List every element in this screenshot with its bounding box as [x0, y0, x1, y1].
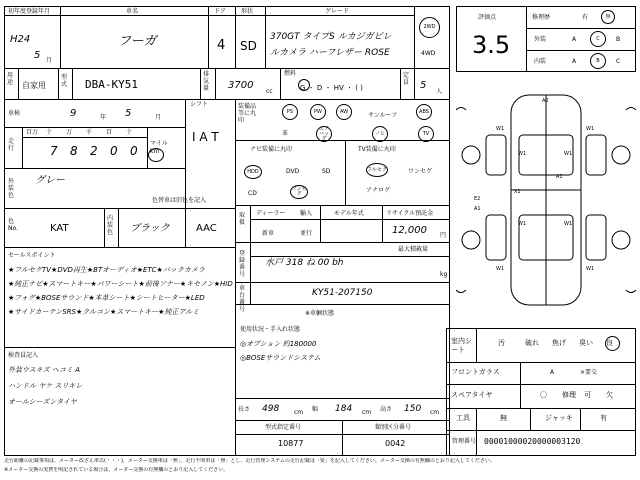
model-value: DBA-KY51: [85, 78, 138, 91]
exterior-grade-c-circle[interactable]: C: [590, 31, 606, 47]
nav-option[interactable]: ワンセグ: [291, 186, 307, 197]
repair-label: 修理歴: [532, 14, 551, 21]
diag-code-7: X1: [514, 189, 521, 195]
note-line: ハンドル ヤケ スリキレ: [8, 382, 83, 390]
mileage-place-label: 千: [86, 129, 93, 136]
diag-code-5: W1: [564, 151, 573, 157]
equipment-option[interactable]: 革: [282, 130, 289, 137]
doors-value: 4: [217, 38, 226, 53]
tv-option[interactable]: ワンセグ: [408, 168, 433, 175]
diag-code-8: E2: [474, 196, 481, 202]
interior-grade-label: 内装: [534, 58, 547, 65]
doors-label: ドア: [214, 8, 226, 15]
mileage-place-label: 百万: [26, 129, 39, 136]
interior-grade-b-circle[interactable]: B: [590, 53, 606, 69]
car-name-value: フーガ: [118, 34, 157, 49]
inspection-year-unit: 年: [100, 114, 107, 121]
usage-label: 用途: [7, 72, 14, 86]
type-code-value: 10877: [278, 439, 304, 448]
exterior-grade-b[interactable]: B: [616, 36, 621, 43]
exterior-grade-a[interactable]: A: [572, 36, 577, 43]
nav-option[interactable]: SD: [322, 168, 331, 175]
nav-title: ナビ装備に丸印: [250, 146, 293, 153]
jack-value[interactable]: 有: [600, 414, 607, 422]
sales-point-line: ★サイドカーテンSRS★クルコン★スマートキー★純正アルミ: [8, 308, 200, 316]
length-unit: cm: [294, 409, 304, 416]
exterior-label: 外装色: [8, 178, 15, 199]
spare-label: スペアタイヤ: [451, 391, 493, 399]
mileage-digit: 0: [110, 144, 118, 158]
mileage-label: 走行: [8, 138, 15, 152]
capacity-unit: 人: [436, 88, 443, 95]
repair-option-no[interactable]: 無: [601, 10, 615, 24]
seat-label: 室内シート: [451, 337, 472, 354]
seat-good-circle: [605, 336, 620, 351]
mileage-unit: km: [150, 148, 160, 155]
shape-label: 形状: [241, 8, 254, 15]
dealer-value: 新車: [262, 230, 275, 237]
grade-value-line2: ルカメラ ハーフレザー ROSE: [270, 48, 390, 58]
seat-option[interactable]: 良: [606, 339, 613, 347]
fuel-options[interactable]: G ・ D ・ HV ・ ( ): [300, 84, 363, 92]
color-no-label: 色No.: [8, 218, 18, 232]
car-damage-diagram: [456, 80, 636, 320]
mileage-digit: 0: [130, 144, 138, 158]
mileage-place-label: 十: [46, 129, 53, 136]
diag-code-4: W1: [518, 151, 527, 157]
note-line: オールシーズンタイヤ: [8, 398, 77, 406]
class-code-label: 類別区分番号: [375, 424, 412, 431]
capacity-label: 定員: [403, 72, 410, 86]
chassis-value: KY51-207150: [312, 288, 373, 298]
diag-code-13: W1: [586, 266, 595, 272]
width-unit: cm: [362, 409, 372, 416]
first-reg-label: 初年度登録年月: [8, 8, 51, 15]
import-label: 輸入: [300, 210, 313, 217]
equipment-option[interactable]: ノヒ: [372, 126, 388, 142]
diag-code-11: W1: [564, 221, 573, 227]
tv-title: TV装備に丸印: [358, 146, 396, 153]
equipment-option[interactable]: TV: [418, 126, 434, 142]
model-year-label: モデル年式: [334, 210, 364, 217]
mgmt-value: 00001000020000003120: [484, 437, 581, 446]
mileage-place-label: 十: [126, 129, 133, 136]
recycle-unit: 円: [440, 232, 447, 239]
tv-option[interactable]: アナログ: [366, 187, 391, 194]
mileage-mile-label: マイル: [150, 140, 168, 147]
four-wd-option[interactable]: 4WD: [421, 50, 436, 57]
dealer-label: ディーラー: [256, 210, 286, 217]
height-value: 150: [404, 404, 422, 414]
length-value: 498: [262, 404, 280, 414]
footer-note-2: ※メーター交換の実費を明記されている場合は、メーター交換の有無欄のとおり記入してください。: [4, 467, 229, 473]
grade-score-label: 評価点: [478, 14, 497, 21]
car-name-label: 車名: [126, 8, 139, 15]
capacity-value: 5: [420, 80, 427, 91]
inspection-month-unit: 月: [155, 114, 162, 121]
height-unit: cm: [430, 409, 440, 416]
color-no-value: KAT: [50, 223, 69, 234]
registration-label: 登録番号: [239, 250, 246, 278]
chassis-label: 車台番号: [239, 285, 246, 313]
equipment-option[interactable]: PW: [310, 104, 326, 120]
spare-option[interactable]: 可: [584, 391, 591, 399]
dealer-section-label: 取扱: [239, 212, 246, 226]
seat-option[interactable]: 焦げ: [552, 339, 566, 347]
diag-code-12: W1: [496, 266, 505, 272]
sales-point-line: ★フルセグTV★DVD再生★BTオーディオ★ETC★バックカメラ: [8, 266, 205, 274]
diag-code-9: A1: [474, 206, 481, 212]
option-line: ◎オプション 約180000: [240, 340, 317, 348]
jack-label: ジャッキ: [545, 414, 573, 422]
repair-option-yes[interactable]: 有: [582, 14, 589, 21]
first-reg-value: H24: [10, 34, 31, 45]
interior-grade-a[interactable]: A: [572, 58, 577, 65]
glass-label: フロントガラス: [451, 368, 500, 376]
sales-points-label: セールスポイント: [8, 252, 56, 259]
fuel-label: 燃料: [284, 70, 297, 77]
exterior-grade-label: 外装: [534, 36, 547, 43]
mileage-digit: 7: [50, 144, 58, 158]
seat-option[interactable]: 臭い: [579, 339, 593, 347]
recycle-label: リサイクル預託金: [386, 210, 434, 217]
mileage-km-circle: [148, 148, 164, 162]
nav-option[interactable]: HDD: [244, 165, 262, 179]
options-title: ※車輌状態: [305, 310, 335, 317]
type-code-label: 型式指定番号: [265, 424, 302, 431]
seat-option[interactable]: 破れ: [525, 339, 539, 347]
equipment-option[interactable]: ABS: [416, 104, 432, 120]
inspection-year: 9: [70, 108, 77, 119]
repaint-note: 色替車は旧色を記入: [152, 197, 207, 204]
tv-option[interactable]: フルセグ: [366, 163, 388, 177]
sales-point-line: ★フォグ★BOSEサウンド★本革シート★シートヒーター★LED: [8, 294, 205, 302]
registration-value: 水戸 318 ね 00 bh: [265, 258, 344, 268]
weight-unit: kg: [440, 271, 448, 278]
mileage-place-label: 万: [66, 129, 73, 136]
option-line: ◎BOSEサウンドシステム: [240, 354, 321, 362]
note-line: 外装ウスキズ ヘコミ A: [8, 366, 80, 374]
spare-option[interactable]: 修理: [562, 391, 576, 399]
diag-code-6: A1: [556, 174, 563, 180]
cc-unit: cc: [266, 88, 273, 95]
equipment-option[interactable]: サンルーフ: [368, 112, 398, 119]
width-label: 幅: [312, 406, 319, 413]
exterior-value: グレー: [35, 175, 65, 186]
diag-code-2: W1: [496, 126, 505, 132]
mileage-digit: 2: [90, 144, 98, 158]
equipment-option[interactable]: エアバッグ: [316, 126, 332, 142]
footer-note-1: 走行距離の記載事項は、メーター改ざん車以(・・・)、メーター交換車は「無」、走行不明車は「無」とし、走行管理システムの走行記載は「要」を記入してください。メーター交換の有無欄のとおり記入してください。: [4, 458, 495, 464]
length-label: 長さ: [238, 406, 251, 413]
first-reg-month-unit: 月: [46, 57, 53, 64]
interior-color-label: 内装色: [107, 215, 114, 236]
spare-option[interactable]: 〇: [540, 391, 547, 399]
diag-code-3: W1: [586, 126, 595, 132]
sales-point-line: ★純正ナビ★スマートキー★パワーシート★前後ソナー★キセノン★HID: [8, 280, 233, 288]
fuel-gasoline-circle: [298, 79, 310, 91]
shift-label: シフト: [190, 101, 209, 108]
glass-option-replace[interactable]: ×要交: [580, 369, 598, 376]
two-wd-option[interactable]: 2WD: [419, 17, 440, 38]
usage-value: 自家用: [22, 81, 46, 90]
shape-value: SD: [240, 39, 257, 53]
model-label: 型式: [61, 74, 68, 88]
diag-code-1: A2: [542, 98, 549, 104]
interior-grade-c[interactable]: C: [616, 58, 621, 65]
max-weight-label: 最大積載量: [398, 246, 429, 253]
tool-label: 工具: [456, 414, 470, 422]
mgmt-label: 管理番号: [452, 438, 477, 445]
grade-score: 3.5: [472, 31, 511, 59]
nav-option[interactable]: CD: [248, 190, 257, 197]
inspection-label: 車検: [8, 110, 21, 117]
interior-color-value: ブラック: [130, 223, 170, 234]
ac-value: AAC: [196, 223, 217, 234]
recycle-value: 12,000: [392, 225, 427, 236]
displacement-value: 3700: [228, 80, 254, 91]
seat-option[interactable]: 汚: [498, 339, 505, 347]
nav-option[interactable]: DVD: [286, 168, 300, 175]
width-value: 184: [335, 404, 353, 414]
equipment-option[interactable]: PS: [282, 104, 298, 120]
notes-label: 検査員記入: [8, 352, 39, 359]
height-label: 高さ: [380, 406, 393, 413]
spare-option[interactable]: 欠: [606, 391, 613, 399]
displacement-label: 排気量: [203, 71, 210, 92]
first-reg-month: 5: [34, 50, 41, 61]
import-value: 並行: [300, 230, 313, 237]
grade-value-line1: 370GT タイプS ルカジガビレ: [270, 32, 392, 42]
equipment-title: 装備品等に丸印: [238, 103, 257, 124]
tool-value[interactable]: 無: [500, 414, 507, 422]
equipment-option[interactable]: AW: [336, 104, 352, 120]
class-code-value: 0042: [385, 439, 406, 448]
diag-code-10: W1: [518, 221, 527, 227]
grade-label: グレード: [325, 8, 350, 15]
inspection-month: 5: [125, 108, 132, 119]
glass-option-a[interactable]: A: [550, 369, 555, 376]
mileage-digit: 8: [70, 144, 78, 158]
mileage-place-label: 百: [106, 129, 113, 136]
options-subtitle: 使用状況・手入れ状態: [240, 326, 301, 333]
shift-value: I A T: [192, 130, 219, 144]
